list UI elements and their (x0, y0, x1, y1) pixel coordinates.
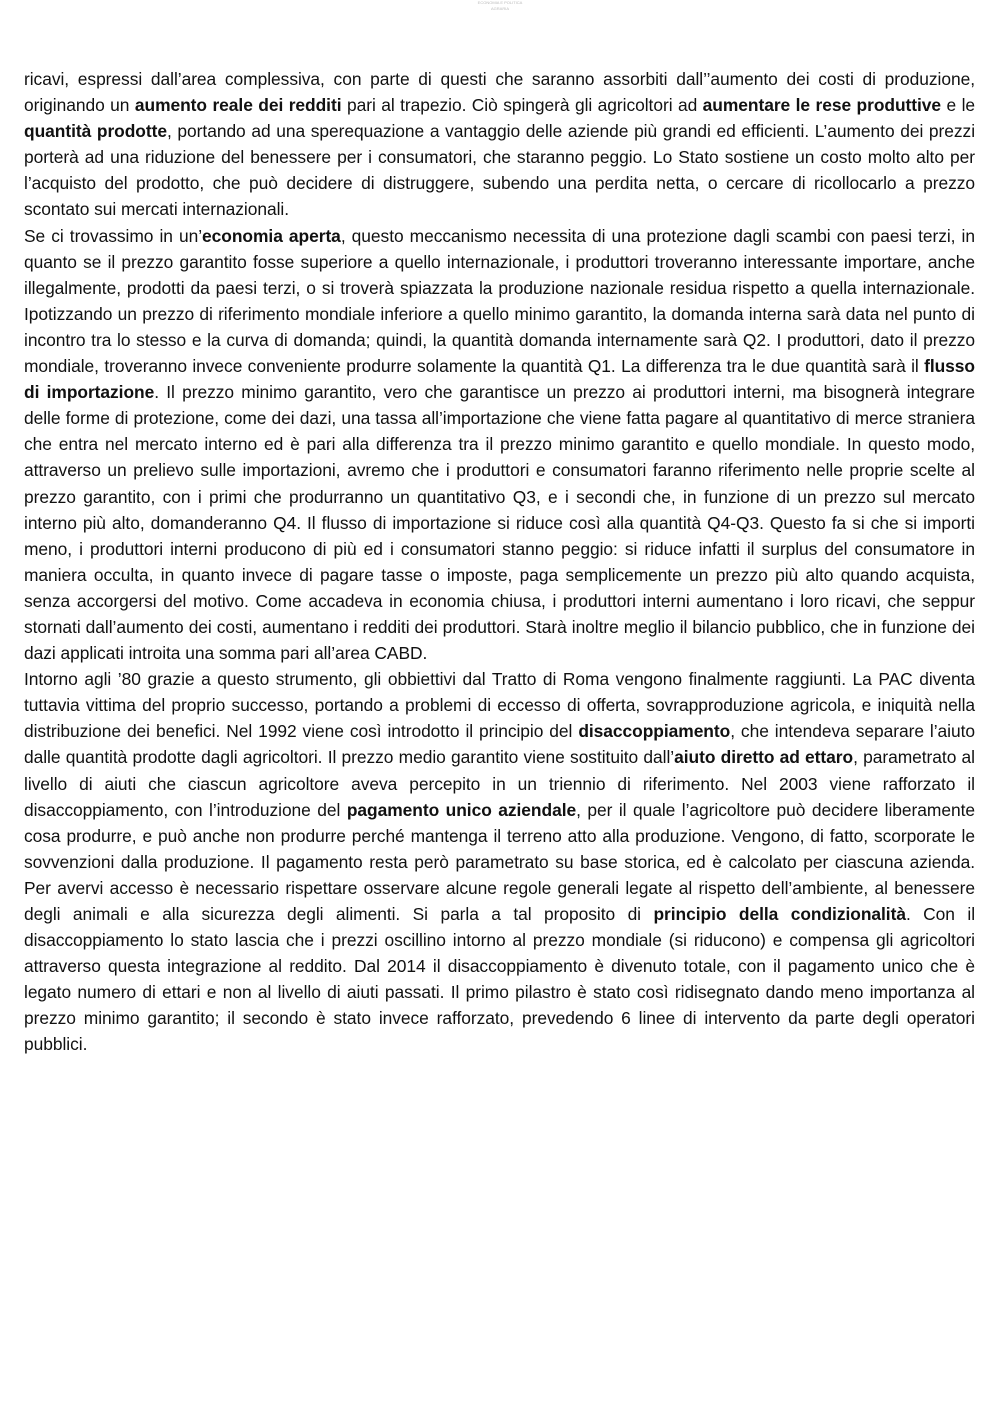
bold-term: aiuto diretto ad ettaro (674, 747, 854, 768)
text-run: Intorno agli ’80 grazie a questo strumento, gli obbiettivi dal Tratto di Roma vengono finalmente raggiunti. La PAC diventa tuttavia vittima del proprio successo, portando a problemi di eccesso di offerta, sovrapproduzione agricola, e iniquità nella distribuzione dei benefici. Nel 1992 viene così introdotto il principio del (24, 669, 975, 742)
text-run: . Il prezzo minimo garantito, vero che garantisce un prezzo ai produttori interni, ma bisognerà integrare delle forme di protezione, come dei dazi, una tassa all’importazione che viene fatta pagare al quantitativo di merce straniera che entra nel mercato interno ed è pari alla differenza tra il prezzo minimo garantito e quello mondiale. In questo modo, attraverso un prelievo sulle importazioni, avremo che i produttori e consumatori faranno riferimento nelle proprie scelte al prezzo garantito, con i primi che produrranno un quantitativo Q3, e i secondi che, in funzione di un prezzo sul mercato interno più alto, domanderanno Q4. Il flusso di importazione si riduce così alla quantità Q4-Q3. Questo fa si che si importi meno, i produttori interni producono di più ed i consumatori stanno peggio: si riduce infatti il surplus del consumatore in maniera occulta, in quanto invece di pagare tasse o imposte, paga semplicemente un prezzo più alto quando acquista, senza accorgersi del motivo. Come accadeva in economia chiusa, i produttori interni aumentano i loro ricavi, che seppur stornati dall’aumento dei costi, aumentano i redditi dei produttori. Starà inoltre meglio il bilancio pubblico, che in funzione dei dazi applicati introita una somma pari all’area CABD. (24, 382, 975, 664)
page-header-mark: ECONOMIA E POLITICA AGRARIA (477, 0, 523, 11)
text-run: . Con il disaccoppiamento lo stato lascia che i prezzi oscillino intorno al prezzo mondiale (si riducono) e compensa gli agricoltori attraverso questa integrazione al reddito. Dal 2014 il disaccoppiamento è divenuto totale, con il pagamento unico che è legato numero di ettari e non al livello di aiuti passati. Il primo pilastro è stato così ridisegnato dando meno importanza al prezzo minimo garantito; il secondo è stato invece rafforzato, prevedendo 6 linee di intervento da parte degli operatori pubblici. (24, 904, 976, 1055)
bold-term: principio della condizionalità (653, 904, 906, 924)
paragraph (24, 66, 975, 223)
paragraph (24, 666, 975, 1057)
text-run: pari al trapezio. Ciò spingerà gli agricoltori ad (341, 95, 703, 116)
bold-term: disaccoppiamento (578, 721, 731, 742)
text-run: , questo meccanismo necessita di una protezione dagli scambi con paesi terzi, in quanto se il prezzo garantito fosse superiore a quello internazionale, i produttori troveranno interessante importare, anche illegalmente, prodotti da paesi terzi, o si troverà spiazzata la produzione nazionale residua rispetto a quella internazionale. Ipotizzando un prezzo di riferimento mondiale inferiore a quello minimo garantito, la domanda interna sarà data nel punto di incontro tra lo stesso e la curva di domanda; quindi, la quantità domanda internamente sarà Q2. I produttori, dato il prezzo mondiale, troveranno invece conveniente produrre solamente la quantità Q1. La differenza tra le due quantità sarà il (24, 225, 975, 377)
text-run: ricavi, espressi dall’area complessiva, con parte di questi che saranno assorbiti dall’’aumento dei costi di produzione, originando un (24, 69, 975, 116)
bold-term: pagamento unico aziendale (346, 799, 577, 820)
bold-term: aumentare le rese produttive (702, 95, 942, 116)
text-run: Se ci trovassimo in un’ (24, 225, 203, 246)
paragraph (24, 223, 975, 667)
text-run: , che intendeva separare l’aiuto dalle quantità prodotte dagli agricoltori. Il prezzo medio garantito viene sostituito dall’ (24, 721, 975, 768)
text-run: , portando ad una sperequazione a vantaggio delle aziende più grandi ed efficienti. L’aumento dei prezzi porterà ad una riduzione del benessere per i consumatori, che staranno peggio. Lo Stato sostiene un costo molto alto per l’acquisto del prodotto, che può decidere di distruggere, subendo una perdita netta, o cercare di ricollocarlo a prezzo scontato sui mercati internazionali. (24, 121, 976, 220)
text-run: , per il quale l’agricoltore può decidere liberamente cosa produrre, e può anche non produrre perché mantenga il terreno atto alla produzione. Vengono, di fatto, scorporate le sovvenzioni dalla produzione. Il pagamento resta però parametrato su base storica, ed è calcolato per ciascuna azienda. Per avervi accesso è necessario rispettare osservare alcune regole generali legate al rispetto dell’ambiente, al benessere degli animali e alla sicurezza degli alimenti. Si parla a tal proposito di (24, 799, 975, 924)
bold-term: aumento reale dei redditi (134, 95, 342, 116)
bold-term: quantità prodotte (24, 121, 167, 142)
text-run: e le (941, 95, 976, 116)
bold-term: flusso di importazione (24, 356, 975, 403)
document-body (24, 66, 975, 1058)
bold-term: economia aperta (202, 225, 341, 246)
text-run: , parametrato al livello di aiuti che ciascun agricoltore aveva percepito in un triennio di riferimento. Nel 2003 viene rafforzato il disaccoppiamento, con l’introduzione del (24, 747, 975, 820)
